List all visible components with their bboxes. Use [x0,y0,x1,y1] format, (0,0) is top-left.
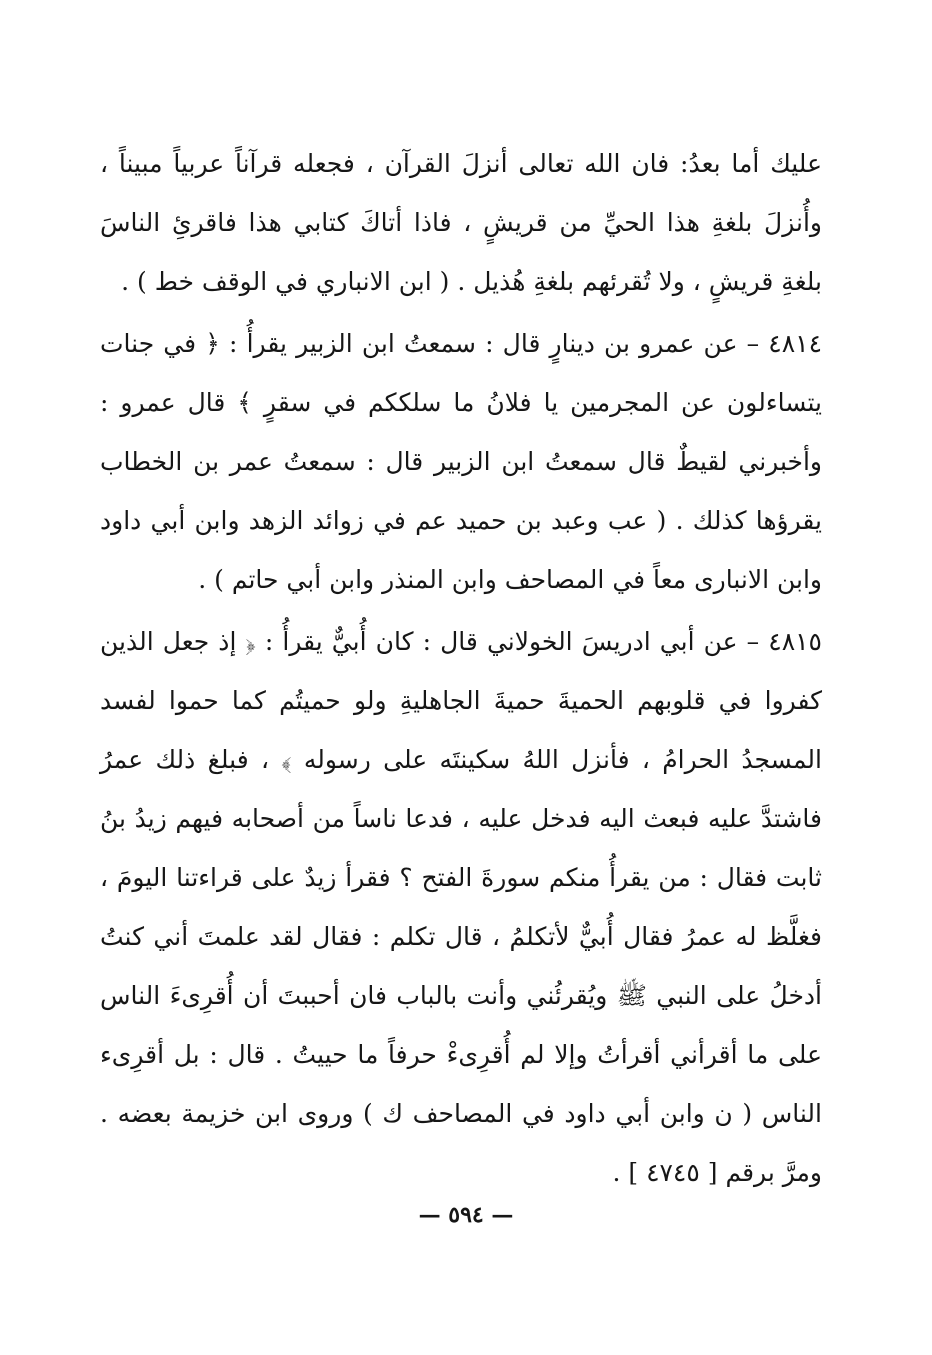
entry-number: ٤٨١٤ [768,329,823,358]
paragraph-text: – عن أبي ادريسَ الخولاني قال : كان أُبيٌّ يقرأُ : ﴿ إذ جعل الذين كفروا في قلوبهم الحميةَ حميةَ الجاهليةِ ولو حميتُم كما حموا لفسد المسجدُ الحرامُ ، فأنزل اللهُ سكينتَه على رسوله ﴾ ، فبلغ ذلك عمرُ فاشتدَّ عليه فبعث اليه فدخل عليه ، فدعا ناساً من أصحابه فيهم زيدُ بنُ ثابت فقال : من يقرأُ منكم سورةَ الفتح ؟ فقرأ زيدٌ على قراءتنا اليومَ ، فغلَّظ له عمرُ فقال أُبيٌّ لأتكلمُ ، قال تكلم : فقال لقد علمتَ أني كنتُ أدخلُ على النبي ﷺ ويُقرئُني وأنت بالباب فان أحببتَ أن أُقرِىءَ الناس على ما أقرأني أقرأتُ وإلا لم أُقرِىءْ حرفاً ما حييتُ . قال : بل أقرِىء الناس ( ن وابن أبي داود في المصاحف ك ) وروى ابن خزيمة بعضه . ومرَّ برقم [ ٤٧٤٥ ] . [100,627,822,1187]
entry-number: ٤٨١٥ [768,627,822,656]
paragraph-text: عليك أما بعدُ: فان الله تعالى أنزلَ القرآن ، فجعله قرآناً عربياً مبيناً ، وأُنزلَ بلغةِ هذا الحيِّ من قريشٍ ، فاذا أتاكَ كتابي هذا فاقرئِ الناسَ بلغةِ قريشٍ ، ولا تُقرئهم بلغةِ هُذيل . ( ابن الانباري في الوقف خط ) . [100,149,823,296]
page-number: — ٥٩٤ — [418,1202,514,1228]
paragraph-text: – عن عمرو بن دينارٍ قال : سمعتُ ابن الزبير يقرأُ : ﴿ في جنات يتساءلون عن المجرمين يا فلانُ ما سلككم في سقرٍ ﴾ قال عمرو : وأخبرني لقيطٌ قال سمعتُ ابن الزبير قال : سمعتُ عمر بن الخطاب يقرؤها كذلك . ( عب وعبد بن حميد عم في زوائد الزهد وابن أبي داود وابن الانبارى معاً في المصاحف وابن المنذر وابن أبي حاتم ) . [100,329,822,594]
paragraph-4815 [100,612,822,1202]
paragraph-1 [100,134,822,311]
document-page [100,134,822,1334]
paragraph-4814 [100,314,822,609]
